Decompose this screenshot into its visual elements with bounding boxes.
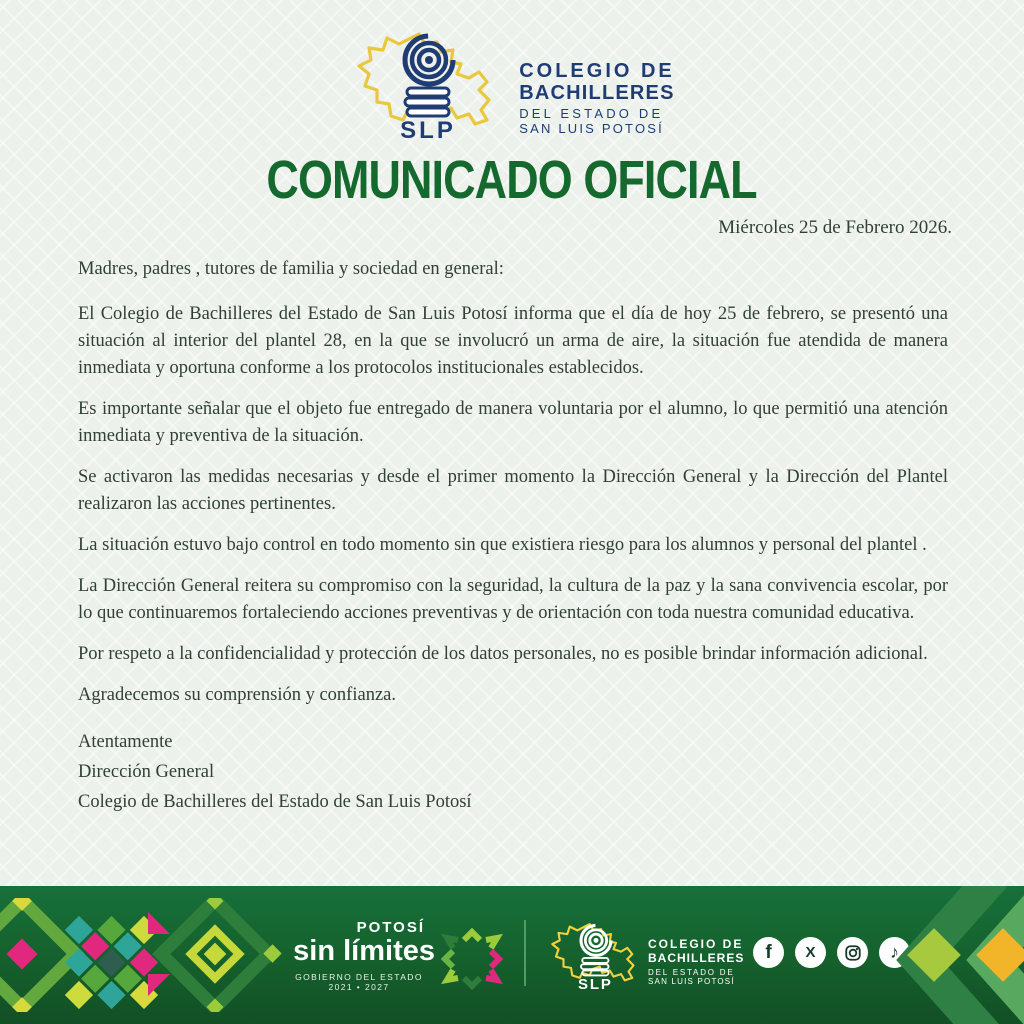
salutation: Madres, padres , tutores de familia y sociedad en general: — [78, 259, 504, 279]
geometric-pattern-left — [0, 898, 300, 1012]
wordmark-line4: SAN LUIS POTOSÍ — [519, 120, 664, 136]
header — [0, 24, 1024, 146]
paragraph: El Colegio de Bachilleres del Estado de San Luis Potosí informa que el día de hoy 25 de febrero, se presentó una situación al interior del plantel 28, en la que se involucró un arma de aire, la situación fue atendida de manera inmediata y oportuna conforme a los protocolos institucionales establecidos. — [78, 304, 948, 378]
paragraph: La Dirección General reitera su compromiso con la seguridad, la cultura de la paz y la sana convivencia escolar, por lo que continuaremos fortaleciendo acciones preventivas y de orientación con toda nuestra comunidad educativa. — [78, 576, 948, 623]
paragraph: La situación estuvo bajo control en todo momento sin que existiera riesgo para los alumnos y personal del plantel . — [78, 535, 927, 555]
tiktok-glyph: ♪ — [890, 942, 899, 962]
date-line: Miércoles 25 de Febrero 2026. — [718, 217, 952, 238]
wordmark-line2: BACHILLERES — [519, 82, 675, 105]
spiral-icon — [581, 925, 611, 955]
letter-body — [78, 256, 948, 817]
page-title: COMUNICADO OFICIAL — [266, 149, 758, 210]
wordmark-line2: BACHILLERES — [648, 950, 745, 965]
paragraph: Es importante señalar que el objeto fue entregado de manera voluntaria por el alumno, lo que permitió una atención inmediata y preventiva de la situación. — [78, 399, 948, 446]
paragraph: Se activaron las medidas necesarias y desde el primer momento la Dirección General y la Dirección del Plantel realizaron las acciones pertinentes. — [78, 467, 948, 514]
potosi-sin-limites-logo — [283, 919, 435, 992]
instagram-glyph — [844, 944, 862, 962]
closing-line: Colegio de Bachilleres del Estado de San Luis Potosí — [78, 792, 472, 812]
instagram-icon[interactable] — [837, 937, 868, 968]
books-icon — [405, 88, 449, 116]
state-map-icon — [552, 924, 633, 980]
header-wordmark — [519, 34, 675, 136]
footer-wordmark — [648, 938, 744, 986]
footer-band — [0, 886, 1024, 1024]
footer-divider — [524, 920, 526, 986]
sin-limites-text: sin límites — [293, 935, 435, 967]
facebook-icon[interactable] — [753, 937, 784, 968]
potosi-text: POTOSÍ — [356, 919, 425, 936]
paragraph: Por respeto a la confidencialidad y protección de los datos personales, no es posible brindar información adicional. — [78, 644, 928, 664]
wordmark-line4: SAN LUIS POTOSÍ — [648, 976, 735, 986]
facebook-glyph: f — [765, 941, 772, 963]
x-twitter-icon[interactable] — [795, 937, 826, 968]
cobach-logo — [349, 24, 509, 146]
wordmark-line3: DEL ESTADO DE — [648, 967, 735, 977]
wordmark-line1: COLEGIO DE — [648, 937, 744, 951]
cobach-logo-footer — [546, 910, 646, 1002]
closing-line: Dirección General — [78, 762, 215, 782]
starburst-icon — [441, 928, 503, 990]
wordmark-line3: DEL ESTADO DE — [519, 106, 664, 122]
closing-line: Atentamente — [78, 732, 173, 752]
paragraph: Agradecemos su comprensión y confianza. — [78, 685, 396, 705]
x-glyph: X — [805, 944, 816, 961]
logo-slp-text: SLP — [577, 976, 613, 994]
wordmark-line1: COLEGIO DE — [519, 60, 675, 83]
chevron-pattern-right — [874, 886, 1024, 1024]
gobierno-text: GOBIERNO DEL ESTADO 2021 • 2027 — [295, 972, 423, 992]
logo-slp-text: SLP — [400, 117, 457, 144]
spiral-icon — [405, 36, 453, 84]
signature-block — [78, 727, 948, 817]
